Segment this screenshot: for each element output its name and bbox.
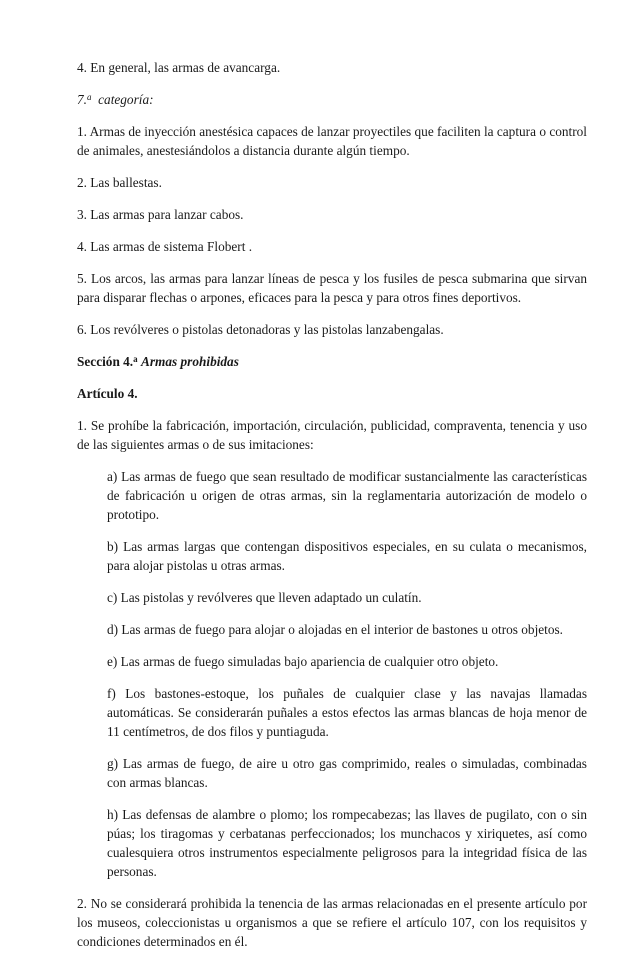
article-heading: Artículo 4. (77, 386, 138, 401)
section-heading (77, 352, 587, 371)
section-prefix: Sección 4. (77, 354, 134, 369)
article-subitem-b: b) Las armas largas que contengan dispositivos especiales, en su culata o mecanismos, para alojar pistolas u otras armas. (107, 539, 587, 573)
cat7-item-6: 6. Los revólveres o pistolas detonadoras y las pistolas lanzabengalas. (77, 322, 444, 337)
cat7-item-3: 3. Las armas para lanzar cabos. (77, 207, 244, 222)
cat7-item-2: 2. Las ballestas. (77, 175, 162, 190)
article-subitem-f: f) Los bastones-estoque, los puñales de cualquier clase y las navajas llamadas automáticas. Se considerarán puñales a estos efectos las armas blancas de hoja menor de 11 centímetros, de dos filos y puntiaguda. (107, 686, 587, 739)
article-subitem-d: d) Las armas de fuego para alojar o alojadas en el interior de bastones u otros objetos. (107, 622, 564, 637)
section-ordinal: a (133, 354, 138, 364)
category-number: 7. (77, 92, 87, 107)
article-subitem-e: e) Las armas de fuego simuladas bajo apariencia de cualquier otro objeto. (107, 654, 499, 669)
category-7-heading (77, 90, 587, 109)
article-paragraph-1: 1. Se prohíbe la fabricación, importación, circulación, publicidad, compraventa, tenencia y uso de las siguientes armas o de sus imitaciones: (77, 418, 587, 452)
cat7-item-4: 4. Las armas de sistema Flobert . (77, 239, 253, 254)
article-subitem-g: g) Las armas de fuego, de aire u otro gas comprimido, reales o simuladas, combinadas con armas blancas. (107, 756, 587, 790)
article-paragraph-2: 2. No se considerará prohibida la tenencia de las armas relacionadas en el presente artículo por los museos, coleccionistas u organismos a que se refiere el artículo 107, con los requisitos y condiciones determinados en él. (77, 896, 587, 949)
cat7-item-5: 5. Los arcos, las armas para lanzar líneas de pesca y los fusiles de pesca submarina que sirvan para disparar flechas o arpones, eficaces para la pesca y para otros fines deportivos. (77, 271, 587, 305)
paragraph-avancarga: 4. En general, las armas de avancarga. (77, 60, 281, 75)
article-subitem-h: h) Las defensas de alambre o plomo; los rompecabezas; las llaves de pugilato, con o sin púas; los tiragomas y cerbatanas perfeccionados; los munchacos y xiriquetes, así como cualesquiera otros instrumentos especialmente peligrosos para la integridad física de las personas. (107, 807, 587, 879)
cat7-item-1: 1. Armas de inyección anestésica capaces de lanzar proyectiles que faciliten la captura o control de animales, anestesiándolos a distancia durante algún tiempo. (77, 124, 587, 158)
document-body (77, 58, 587, 964)
section-title: Armas prohibidas (140, 354, 239, 369)
article-subitem-a: a) Las armas de fuego que sean resultado de modificar sustancialmente las características de fabricación u origen de otras armas, sin la reglamentaria autorización de modelo o prototipo. (107, 469, 587, 522)
category-ordinal: a (86, 92, 92, 102)
article-subitem-c: c) Las pistolas y revólveres que lleven adaptado un culatín. (107, 590, 422, 605)
category-label: categoría: (98, 92, 154, 107)
